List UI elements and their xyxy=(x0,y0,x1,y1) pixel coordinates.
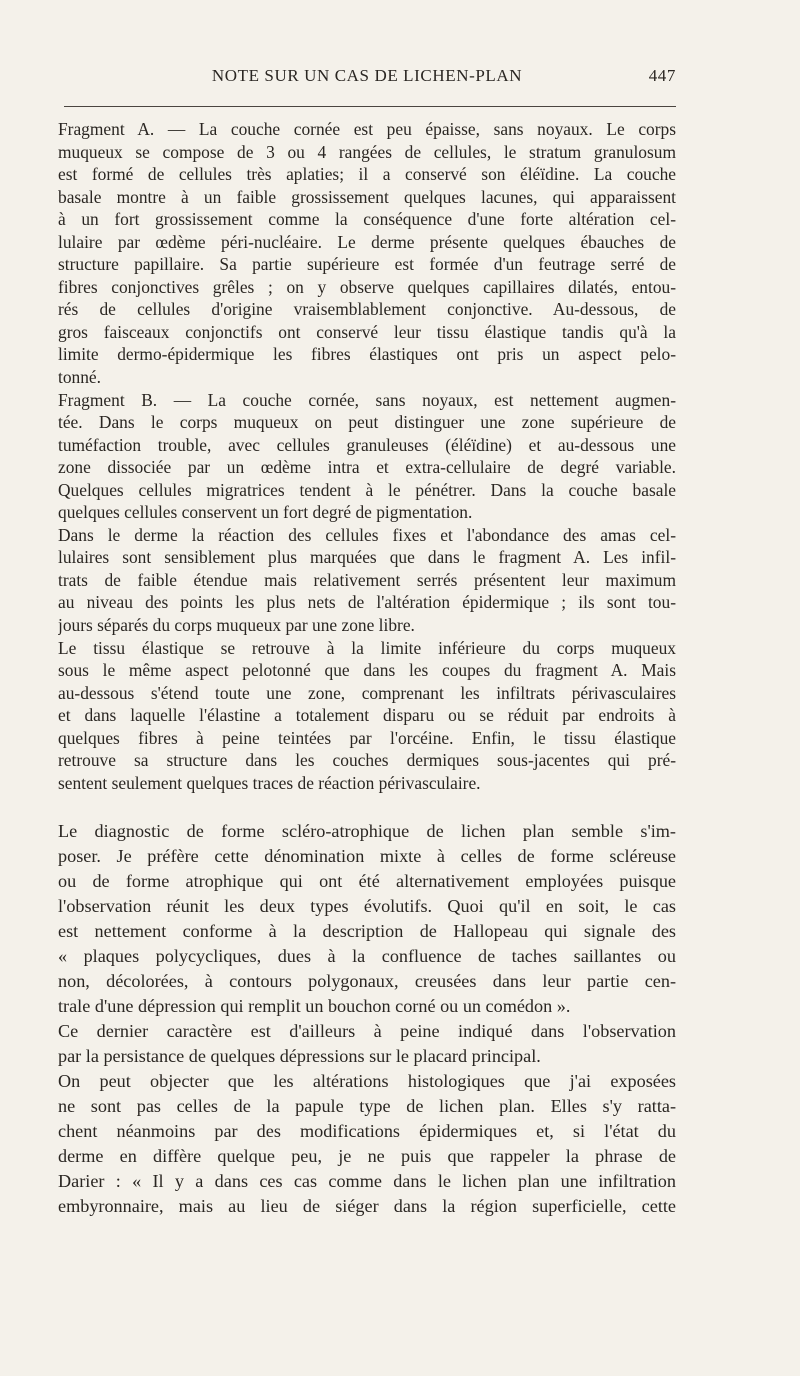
text-line: Ce dernier caractère est d'ailleurs à peine indiqué dans l'observation xyxy=(58,1021,676,1042)
text-line: à un fort grossissement comme la conséquence d'une forte altération cel- xyxy=(58,209,676,230)
header-rule xyxy=(64,106,676,107)
text-line: Le tissu élastique se retrouve à la limite inférieure du corps muqueux xyxy=(58,637,676,658)
text-line: trale d'une dépression qui remplit un bouchon corné ou un comédon ». xyxy=(58,996,571,1017)
text-line: muqueux se compose de 3 ou 4 rangées de cellules, le stratum granulosum xyxy=(58,141,676,162)
text-line: sous le même aspect pelotonné que dans les coupes du fragment A. Mais xyxy=(58,660,676,681)
text-line: Fragment A. — La couche cornée est peu épaisse, sans noyaux. Le corps xyxy=(58,119,676,139)
section-gap xyxy=(58,794,676,819)
text-line: Fragment B. — La couche cornée, sans noyaux, est nettement augmen- xyxy=(58,389,676,410)
page-number: 447 xyxy=(648,66,676,85)
paragraph-tissu-elastique xyxy=(58,637,676,795)
text-line: au-dessous s'étend toute une zone, comprenant les infiltrats périvasculaires xyxy=(58,682,676,703)
paragraph-derme xyxy=(58,524,676,637)
text-line: rés de cellules d'origine vraisemblablement conjonctive. Au-dessous, de xyxy=(58,299,676,320)
text-line: sentent seulement quelques traces de réaction périvasculaire. xyxy=(58,772,481,793)
text-line: structure papillaire. Sa partie supérieure est formée d'un feutrage serré de xyxy=(58,254,676,275)
text-line: Le diagnostic de forme scléro-atrophique de lichen plan semble s'im- xyxy=(58,821,676,842)
text-line: ou de forme atrophique qui ont été alternativement employées puisque xyxy=(58,871,676,892)
text-line: au niveau des points les plus nets de l'altération épidermique ; ils sont tou- xyxy=(58,592,676,613)
paragraph-diagnostic xyxy=(58,819,676,1019)
text-line: fibres conjonctives grêles ; on y observe quelques capillaires dilatés, entou- xyxy=(58,276,676,297)
text-line: Dans le derme la réaction des cellules fixes et l'abondance des amas cel- xyxy=(58,524,676,545)
text-line: zone dissociée par un œdème intra et extra-cellulaire de degré variable. xyxy=(58,457,676,478)
text-line: limite dermo-épidermique les fibres élastiques ont pris un aspect pelo- xyxy=(58,344,676,365)
text-line: poser. Je préfère cette dénomination mixte à celles de forme scléreuse xyxy=(58,846,676,867)
text-line: gros faisceaux conjonctifs ont conservé leur tissu élastique tandis qu'à la xyxy=(58,321,676,342)
text-line: tonné. xyxy=(58,367,101,388)
document-body xyxy=(58,118,676,1219)
text-line: est nettement conforme à la description de Hallopeau qui signale des xyxy=(58,921,676,942)
text-line: ne sont pas celles de la papule type de lichen plan. Elles s'y ratta- xyxy=(58,1096,676,1117)
text-line: derme en diffère quelque peu, je ne puis que rappeler la phrase de xyxy=(58,1146,676,1167)
text-line: jours séparés du corps muqueux par une zone libre. xyxy=(58,615,415,636)
text-line: « plaques polycycliques, dues à la confluence de taches saillantes ou xyxy=(58,946,676,967)
running-header xyxy=(58,66,676,94)
text-line: tée. Dans le corps muqueux on peut distinguer une zone supérieure de xyxy=(58,412,676,433)
paragraph-fragment-a xyxy=(58,118,676,389)
text-line: retrouve sa structure dans les couches dermiques sous-jacentes qui pré- xyxy=(58,750,676,771)
text-line: et dans laquelle l'élastine a totalement disparu ou se réduit par endroits à xyxy=(58,705,676,726)
text-line: l'observation réunit les deux types évolutifs. Quoi qu'il en soit, le cas xyxy=(58,896,676,917)
text-line: trats de faible étendue mais relativement serrés présentent leur maximum xyxy=(58,569,676,590)
text-line: quelques cellules conservent un fort degré de pigmentation. xyxy=(58,502,473,523)
text-line: Quelques cellules migratrices tendent à le pénétrer. Dans la couche basale xyxy=(58,479,676,500)
running-title: NOTE SUR UN CAS DE LICHEN-PLAN xyxy=(211,66,523,85)
paragraph-fragment-b xyxy=(58,389,676,524)
text-line: chent néanmoins par des modifications épidermiques et, si l'état du xyxy=(58,1121,676,1142)
text-line: par la persistance de quelques dépressions sur le placard principal. xyxy=(58,1046,541,1067)
text-line: quelques fibres à peine teintées par l'orcéine. Enfin, le tissu élastique xyxy=(58,727,676,748)
paragraph-objection xyxy=(58,1069,676,1219)
text-line: est formé de cellules très aplaties; il a conservé son éléïdine. La couche xyxy=(58,164,676,185)
text-line: Darier : « Il y a dans ces cas comme dans le lichen plan une infiltration xyxy=(58,1171,676,1192)
text-line: non, décolorées, à contours polygonaux, creusées dans leur partie cen- xyxy=(58,971,676,992)
text-line: lulaires sont sensiblement plus marquées que dans le fragment A. Les infil- xyxy=(58,547,676,568)
text-line: tuméfaction trouble, avec cellules granuleuses (éléïdine) et au-dessous une xyxy=(58,434,676,455)
text-line: lulaire par œdème péri-nucléaire. Le derme présente quelques ébauches de xyxy=(58,231,676,252)
text-line: embyronnaire, mais au lieu de siéger dans la région superficielle, cette xyxy=(58,1196,676,1217)
discussion-section xyxy=(58,819,676,1219)
text-line: On peut objecter que les altérations histologiques que j'ai exposées xyxy=(58,1071,676,1092)
text-line: basale montre à un faible grossissement quelques lacunes, qui apparaissent xyxy=(58,186,676,207)
paragraph-dernier-caractere xyxy=(58,1019,676,1069)
